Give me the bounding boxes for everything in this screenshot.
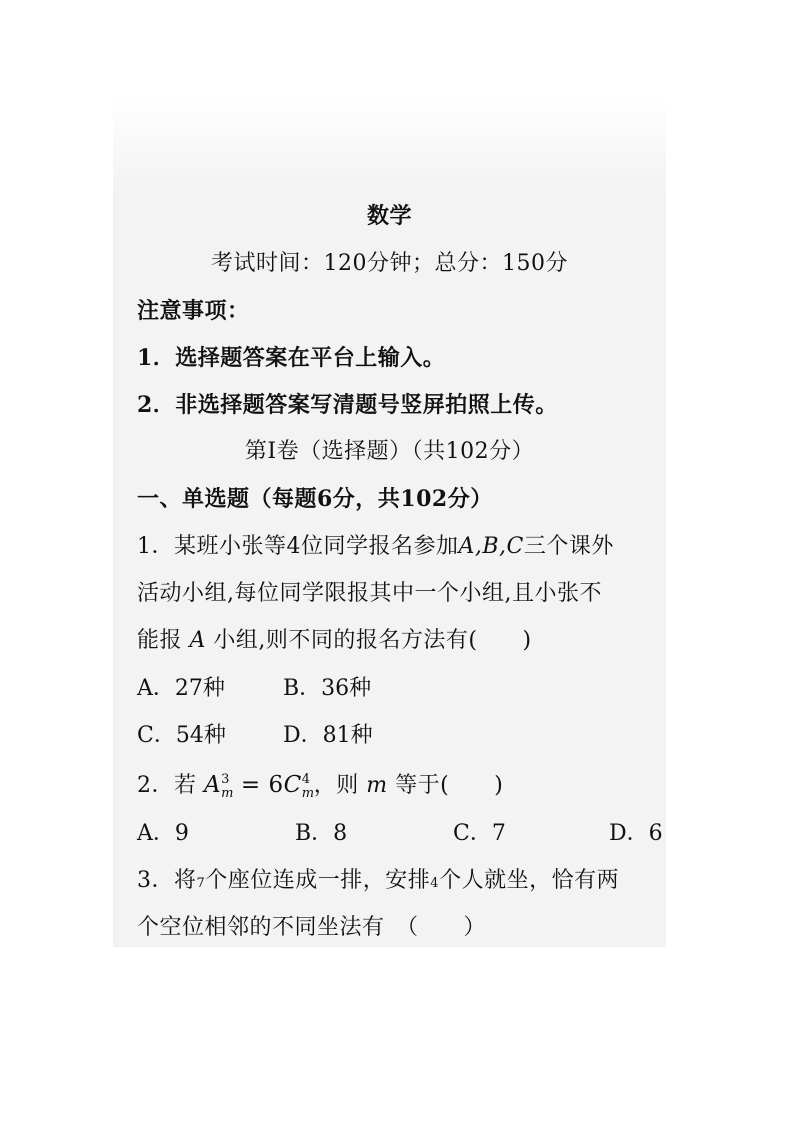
q1-option-d[interactable]: D．81种 — [283, 723, 373, 748]
q1-option-b[interactable]: B．36种 — [283, 676, 372, 701]
q3-mid: 个座位连成一排，安排 — [205, 868, 431, 893]
q2-lhs-base: A — [204, 772, 222, 798]
q2-lhs-sup: 3 — [221, 772, 230, 787]
q2-option-d[interactable]: D．6 — [609, 821, 663, 846]
q1-line-3 — [113, 626, 666, 656]
exam-info: 考试时间：120分钟；总分：150分 — [211, 251, 568, 276]
q2-rhs-sub: m — [301, 786, 315, 801]
q1-line-2: 活动小组,每位同学限报其中一个小组,且小张不 — [137, 581, 602, 606]
note-1: 1．选择题答案在平台上输入。 — [137, 345, 446, 371]
section-title: 一、单选题（每题6分，共102分） — [137, 486, 493, 512]
q1-options-row-1 — [137, 674, 657, 704]
q1-line-1 — [113, 532, 666, 562]
q2-middle: ，则 — [313, 773, 359, 798]
q2-options-row — [137, 819, 663, 849]
q2-var: m — [366, 773, 388, 798]
q1-options-row-2 — [137, 721, 657, 751]
paper-top-fade — [113, 97, 666, 192]
q3-line-2: 个空位相邻的不同坐法有 （ ） — [137, 915, 487, 940]
notes-heading: 注意事项： — [137, 298, 250, 324]
q1-text-suffix: 三个课外 — [523, 534, 614, 559]
q2-rhs-base: C — [283, 772, 302, 798]
q2-rhs-sup: 4 — [301, 772, 311, 787]
q3-people-count: 4 — [430, 876, 440, 891]
q2-lhs-scripts — [221, 771, 233, 801]
q1-text-prefix: 1．某班小张等4位同学报名参加 — [137, 534, 459, 559]
q2-prefix: 2．若 — [137, 773, 197, 798]
q3-prefix: 3．将 — [137, 868, 197, 893]
exam-title: 数学 — [366, 203, 412, 229]
q1-option-c[interactable]: C．54种 — [137, 723, 226, 748]
q1-line3-suffix: 小组,则不同的报名方法有( ) — [213, 628, 532, 653]
note-2: 2．非选择题答案写清题号竖屏拍照上传。 — [137, 392, 558, 418]
exam-paper — [113, 97, 666, 947]
q1-option-a[interactable]: A．27种 — [137, 676, 225, 701]
q2-equals: = 6 — [233, 772, 284, 798]
q2-option-b[interactable]: B．8 — [295, 821, 348, 846]
q1-line3-var: A — [189, 628, 206, 653]
q2-lhs-sub: m — [221, 786, 234, 801]
q1-vars: A,B,C — [458, 534, 524, 559]
q3-seat-count: 7 — [196, 876, 206, 891]
q2-option-a[interactable]: A．9 — [137, 821, 189, 846]
part-title: 第I卷（选择题）（共102分） — [244, 439, 535, 464]
q2-option-c[interactable]: C．7 — [453, 821, 506, 846]
q1-line3-prefix: 能报 — [137, 628, 183, 653]
q2-rhs-scripts — [302, 771, 314, 801]
q2-line — [113, 770, 666, 801]
q3-suffix: 个人就坐，恰有两 — [439, 868, 620, 893]
q2-suffix: 等于( ) — [395, 773, 504, 798]
q3-line-1 — [113, 866, 666, 899]
